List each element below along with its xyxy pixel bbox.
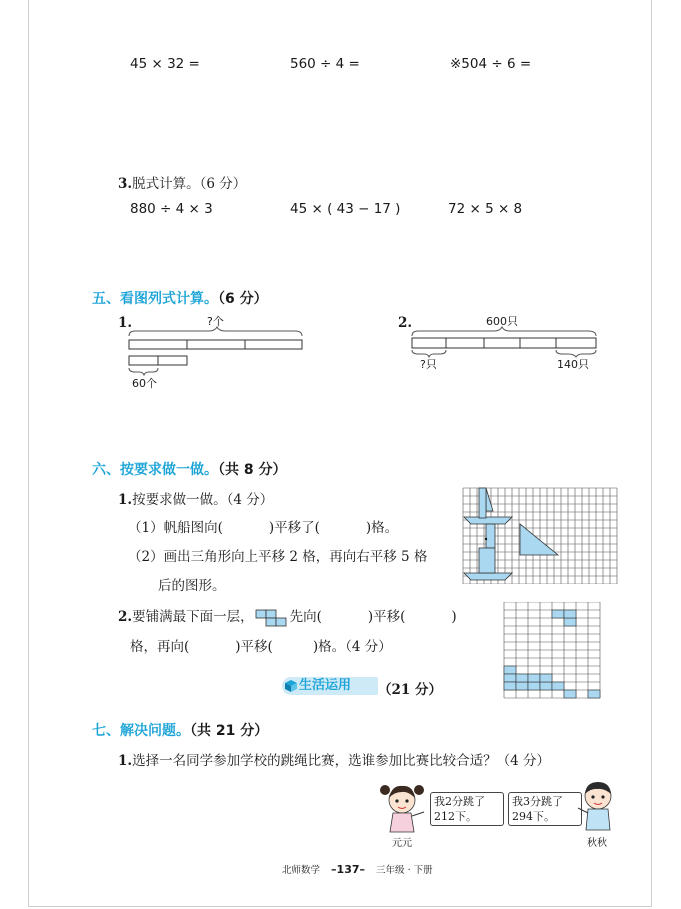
question-6-1-a: （1）帆船图向( )平移了( )格。	[128, 520, 399, 536]
boy-illustration	[576, 778, 620, 834]
question-6-1-b-line1: （2）画出三角形向上平移 2 格，再向右平移 5 格	[128, 549, 428, 565]
page-number: –137–	[331, 863, 366, 876]
calc-2: 45 × ( 43 − 17 )	[290, 201, 401, 217]
calc-3: 72 × 5 × 8	[448, 201, 523, 217]
footer	[282, 862, 433, 876]
diagram-1-top-label: ?个	[207, 315, 224, 328]
banner-label: 生活运用	[299, 678, 352, 693]
segment-diagram-2	[408, 326, 603, 358]
girl-name: 元元	[392, 838, 412, 849]
diagram-2-top-label: 600只	[486, 315, 518, 328]
question-6-2-line1: 2.要铺满最下面一层， 先向( )平移( )	[118, 609, 457, 625]
diagram-2-left-label: ?只	[420, 358, 437, 371]
calc-1: 880 ÷ 4 × 3	[130, 201, 213, 217]
diagram-2-number: 2.	[398, 315, 413, 331]
boy-name: 秋秋	[587, 838, 607, 849]
footer-grade: 三年级 · 下册	[376, 865, 433, 876]
sailboat-grid	[462, 487, 618, 584]
page-border	[28, 0, 652, 907]
question-6-1-b-line2: 后的图形。	[158, 578, 226, 594]
tiling-grid	[503, 602, 603, 699]
question-6-2-line2: 格，再向( )平移( )格。（4 分）	[130, 639, 392, 655]
question-3: 3.脱式计算。（6 分）	[118, 176, 247, 192]
section-5-title: 五、看图列式计算。（6 分）	[92, 291, 268, 307]
equation-3: ※504 ÷ 6 =	[450, 56, 532, 72]
boy-speech-bubble: 我3分跳了 294下。	[508, 792, 582, 826]
question-7-1: 1.选择一名同学参加学校的跳绳比赛，选谁参加比赛比较合适？（4 分）	[118, 753, 550, 769]
diagram-2-right-label: 140只	[557, 358, 589, 371]
diagram-1-bottom-label: 60个	[132, 377, 157, 390]
question-6-1: 1.按要求做一做。（4 分）	[118, 492, 274, 508]
cube-icon	[284, 679, 298, 693]
girl-speech-bubble: 我2分跳了 212下。	[430, 792, 504, 826]
section-7-title: 七、解决问题。（共 21 分）	[92, 723, 269, 739]
section-6-title: 六、按要求做一做。（共 8 分）	[92, 462, 287, 478]
footer-book: 北师数学	[282, 865, 321, 876]
equation-2: 560 ÷ 4 =	[290, 56, 360, 72]
segment-diagram-1	[125, 326, 310, 376]
girl-illustration	[378, 782, 428, 834]
banner-points: （21 分）	[378, 682, 442, 698]
equation-1: 45 × 32 =	[130, 56, 200, 72]
tile-shape-icon	[254, 611, 290, 625]
diagram-1-number: 1.	[118, 315, 133, 331]
